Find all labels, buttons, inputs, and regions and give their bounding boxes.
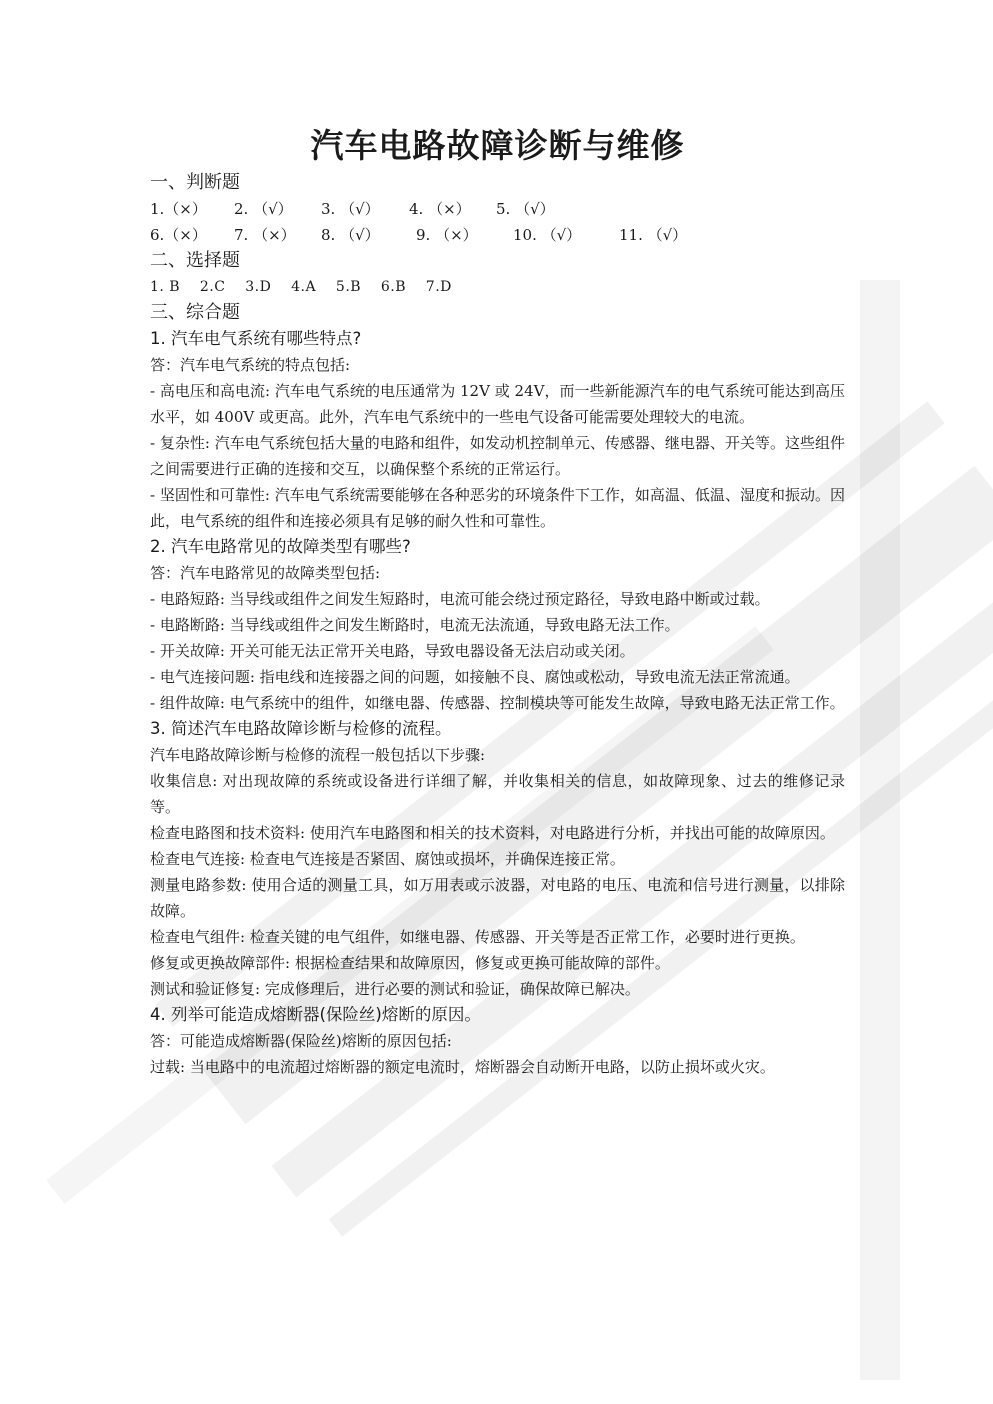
answer-point: - 复杂性: 汽车电气系统包括大量的电路和组件，如发动机控制单元、传感器、继电器、开关等。这些组件之间需要进行正确的连接和交互，以确保整个系统的正常运行。 — [150, 434, 845, 478]
section-heading-comprehensive: 三、综合题 — [150, 302, 240, 323]
question-title: 1. 汽车电气系统有哪些特点? — [150, 329, 362, 348]
answer-point: - 开关故障: 开关可能无法正常开关电路，导致电器设备无法启动或关闭。 — [150, 642, 635, 660]
choice-answers: 1. B 2.C 3.D 4.A 5.B 6.B 7.D — [150, 279, 452, 295]
answer-point: - 坚固性和可靠性: 汽车电气系统需要能够在各种恶劣的环境条件下工作，如高温、低温、湿度和振动。因此，电气系统的组件和连接必须具有足够的耐久性和可靠性。 — [150, 486, 845, 530]
answer-item: 1.（×） — [150, 200, 207, 218]
answer-item: 11. （√） — [619, 226, 688, 244]
answer-item: 10. （√） — [513, 226, 582, 244]
answer-point: 过载: 当电路中的电流超过熔断器的额定电流时，熔断器会自动断开电路，以防止损坏或火灾。 — [150, 1058, 775, 1076]
answer-point: 检查电气组件: 检查关键的电气组件，如继电器、传感器、开关等是否正常工作，必要时进行更换。 — [150, 928, 805, 946]
answer-point: 修复或更换故障部件: 根据检查结果和故障原因，修复或更换可能故障的部件。 — [150, 954, 670, 972]
answer-item: 9. （×） — [416, 226, 478, 244]
answer-item: 5. （√） — [496, 200, 555, 218]
answer-point: - 电路断路: 当导线或组件之间发生断路时，电流无法流通，导致电路无法工作。 — [150, 616, 680, 634]
answer-point: - 电气连接问题: 指电线和连接器之间的问题，如接触不良、腐蚀或松动，导致电流无法正常流通。 — [150, 668, 800, 686]
answer-intro: 答：汽车电路常见的故障类型包括: — [150, 564, 381, 582]
answer-point: - 高电压和高电流: 汽车电气系统的电压通常为 12V 或 24V，而一些新能源汽车的电气系统可能达到高压水平，如 400V 或更高。此外，汽车电气系统中的一些电气设备可能需要处理较大的电流。 — [150, 382, 845, 426]
section-heading-true-false: 一、判断题 — [150, 172, 240, 193]
answer-point: 测量电路参数: 使用合适的测量工具，如万用表或示波器，对电路的电压、电流和信号进行测量，以排除故障。 — [150, 876, 845, 920]
question-title: 2. 汽车电路常见的故障类型有哪些? — [150, 537, 411, 556]
answer-item: 7. （×） — [234, 226, 296, 244]
answer-item: 6.（×） — [150, 226, 207, 244]
question-title: 3. 简述汽车电路故障诊断与检修的流程。 — [150, 719, 452, 738]
section-heading-choice: 二、选择题 — [150, 250, 240, 271]
answer-intro: 汽车电路故障诊断与检修的流程一般包括以下步骤: — [150, 746, 486, 764]
answer-point: - 电路短路: 当导线或组件之间发生短路时，电流可能会绕过预定路径，导致电路中断或过载。 — [150, 590, 770, 608]
answer-point: 检查电路图和技术资料: 使用汽车电路图和相关的技术资料，对电路进行分析，并找出可能的故障原因。 — [150, 824, 835, 842]
document-page — [150, 122, 845, 1080]
answer-item: 8. （√） — [321, 226, 380, 244]
answer-intro: 答：可能造成熔断器(保险丝)熔断的原因包括: — [150, 1032, 452, 1050]
answer-item: 4. （×） — [409, 200, 471, 218]
answer-item: 3. （√） — [321, 200, 380, 218]
question-title: 4. 列举可能造成熔断器(保险丝)熔断的原因。 — [150, 1005, 481, 1024]
answer-point: 收集信息: 对出现故障的系统或设备进行详细了解，并收集相关的信息，如故障现象、过去的维修记录等。 — [150, 772, 845, 816]
answer-point: - 组件故障: 电气系统中的组件，如继电器、传感器、控制模块等可能发生故障，导致电路无法正常工作。 — [150, 694, 845, 712]
answer-point: 测试和验证修复: 完成修理后，进行必要的测试和验证，确保故障已解决。 — [150, 980, 640, 998]
answer-point: 检查电气连接: 检查电气连接是否紧固、腐蚀或损坏，并确保连接正常。 — [150, 850, 625, 868]
true-false-row — [150, 196, 845, 222]
page-title: 汽车电路故障诊断与维修 — [310, 126, 685, 165]
answer-intro: 答：汽车电气系统的特点包括: — [150, 356, 351, 374]
true-false-row — [150, 222, 845, 248]
answer-item: 2. （√） — [234, 200, 293, 218]
